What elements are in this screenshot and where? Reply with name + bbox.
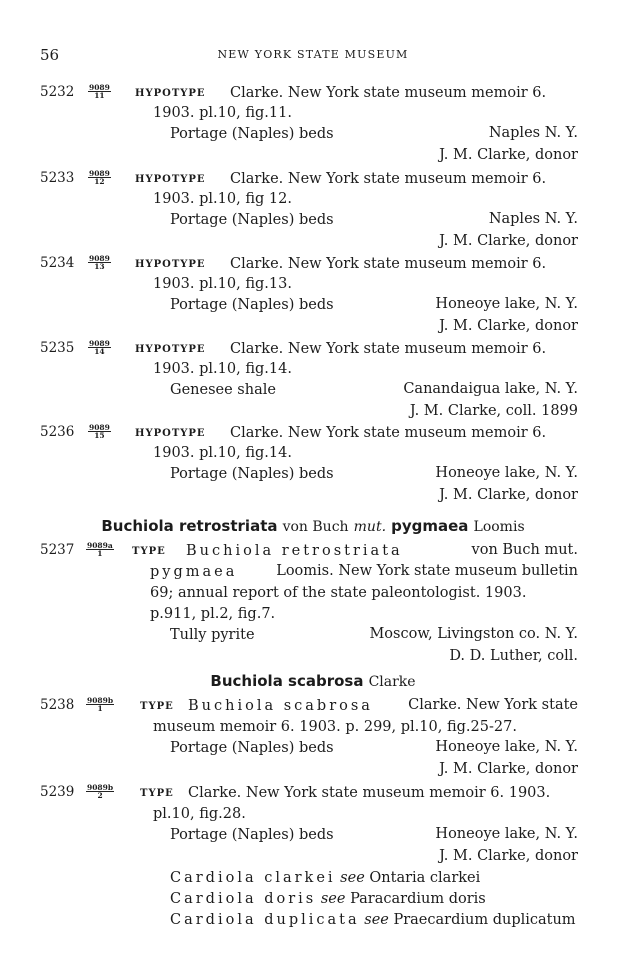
entry-number: 5232 bbox=[40, 84, 75, 100]
collector: J. M. Clarke, donor bbox=[439, 848, 578, 864]
specimen-kind: HYPOTYPE bbox=[135, 174, 206, 185]
collector: J. M. Clarke, donor bbox=[439, 487, 578, 503]
cross-reference: Cardiola doris see Paracardium doris bbox=[170, 891, 486, 907]
locality: Honeoye lake, N. Y. bbox=[435, 826, 578, 842]
entry-number: 5237 bbox=[40, 542, 75, 558]
entry-number: 5233 bbox=[40, 170, 75, 186]
locality: Moscow, Livingston co. N. Y. bbox=[369, 626, 578, 642]
collector: J. M. Clarke, donor bbox=[439, 761, 578, 777]
reference-text: Loomis. New York state museum bulletin bbox=[276, 563, 578, 579]
specimen-kind: TYPE bbox=[140, 788, 174, 799]
specimen-fraction: $\frac{9089b}{1}$ bbox=[87, 696, 114, 713]
reference-text: 1903. pl.10, fig.13. bbox=[153, 276, 292, 292]
entry-number: 5236 bbox=[40, 424, 75, 440]
reference-text: Buchiola retrostriata bbox=[186, 543, 403, 559]
locality: Naples N. Y. bbox=[488, 211, 578, 227]
reference-text: Clarke. New York state museum memoir 6. bbox=[230, 341, 547, 357]
reference-text: p.911, pl.2, fig.7. bbox=[150, 606, 276, 622]
specimen-fraction: $\frac{9089b}{2}$ bbox=[87, 783, 114, 800]
formation: Portage (Naples) beds bbox=[170, 297, 334, 313]
specimen-kind: HYPOTYPE bbox=[135, 88, 206, 99]
running-header: NEW YORK STATE MUSEUM bbox=[217, 48, 409, 61]
specimen-fraction: $\frac{9089}{13}$ bbox=[89, 254, 110, 271]
species-heading: Buchiola retrostriata von Buch mut. pygmaea Loomis bbox=[101, 517, 525, 535]
reference-text: Buchiola scabrosa bbox=[188, 698, 373, 714]
specimen-fraction: $\frac{9089}{14}$ bbox=[89, 339, 110, 356]
specimen-kind: HYPOTYPE bbox=[135, 259, 206, 270]
formation: Portage (Naples) beds bbox=[170, 126, 334, 142]
formation: Genesee shale bbox=[170, 382, 276, 398]
reference-text: 69; annual report of the state paleontologist. 1903. bbox=[150, 585, 527, 601]
reference-text: Clarke. New York state museum memoir 6. bbox=[230, 85, 547, 101]
reference-text: Clarke. New York state museum memoir 6. bbox=[230, 425, 547, 441]
species-heading: Buchiola scabrosa Clarke bbox=[210, 672, 416, 690]
entry-number: 5239 bbox=[40, 784, 75, 800]
entry-number: 5235 bbox=[40, 340, 75, 356]
page-number: 56 bbox=[40, 46, 60, 64]
reference-text: 1903. pl.10, fig.14. bbox=[153, 361, 292, 377]
collector: J. M. Clarke, coll. 1899 bbox=[409, 403, 578, 419]
reference-text: 1903. pl.10, fig.14. bbox=[153, 445, 292, 461]
specimen-kind: TYPE bbox=[132, 546, 166, 557]
formation: Portage (Naples) beds bbox=[170, 740, 334, 756]
reference-text: 1903. pl.10, fig.11. bbox=[153, 105, 292, 121]
reference-text: Clarke. New York state museum memoir 6. bbox=[230, 171, 547, 187]
formation: Portage (Naples) beds bbox=[170, 827, 334, 843]
locality: Naples N. Y. bbox=[488, 125, 578, 141]
reference-text: 1903. pl.10, fig 12. bbox=[153, 191, 292, 207]
entry-number: 5238 bbox=[40, 697, 75, 713]
reference-text: Clarke. New York state museum memoir 6. bbox=[230, 256, 547, 272]
specimen-fraction: $\frac{9089a}{1}$ bbox=[87, 541, 113, 558]
formation: Tully pyrite bbox=[170, 627, 255, 643]
entry-number: 5234 bbox=[40, 255, 75, 271]
reference-text: pl.10, fig.28. bbox=[153, 806, 246, 822]
cross-reference: Cardiola duplicata see Praecardium duplicatum bbox=[170, 912, 576, 928]
specimen-kind: HYPOTYPE bbox=[135, 344, 206, 355]
specimen-kind: HYPOTYPE bbox=[135, 428, 206, 439]
specimen-kind: TYPE bbox=[140, 701, 174, 712]
specimen-fraction: $\frac{9089}{12}$ bbox=[89, 169, 110, 186]
specimen-fraction: $\frac{9089}{11}$ bbox=[89, 83, 110, 100]
collector: J. M. Clarke, donor bbox=[439, 318, 578, 334]
reference-text: Clarke. New York state museum memoir 6. 1903. bbox=[188, 785, 551, 801]
reference-text: Clarke. New York state bbox=[408, 697, 578, 713]
cross-reference: Cardiola clarkei see Ontaria clarkei bbox=[170, 870, 481, 886]
collector: D. D. Luther, coll. bbox=[449, 648, 578, 664]
specimen-fraction: $\frac{9089}{15}$ bbox=[89, 423, 110, 440]
locality: Honeoye lake, N. Y. bbox=[435, 739, 578, 755]
collector: J. M. Clarke, donor bbox=[439, 233, 578, 249]
locality: Canandaigua lake, N. Y. bbox=[403, 381, 578, 397]
formation: Portage (Naples) beds bbox=[170, 466, 334, 482]
reference-text: museum memoir 6. 1903. p. 299, pl.10, fig.25-27. bbox=[153, 719, 517, 735]
locality: Honeoye lake, N. Y. bbox=[435, 296, 578, 312]
collector: J. M. Clarke, donor bbox=[439, 147, 578, 163]
locality: Honeoye lake, N. Y. bbox=[435, 465, 578, 481]
reference-text: pygmaea bbox=[150, 564, 238, 580]
reference-text: von Buch mut. bbox=[471, 542, 578, 558]
formation: Portage (Naples) beds bbox=[170, 212, 334, 228]
